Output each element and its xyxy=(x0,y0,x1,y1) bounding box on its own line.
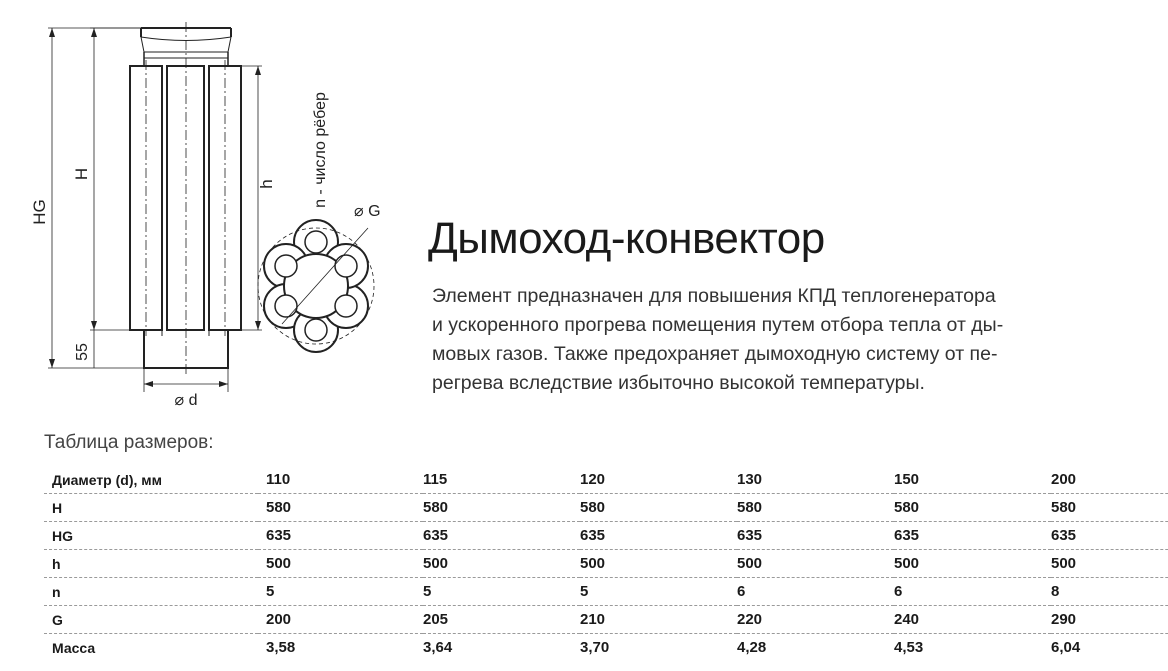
table-row xyxy=(44,494,1168,522)
table-cell: 6,04 xyxy=(1051,639,1081,656)
table-cell: 635 xyxy=(580,522,737,550)
table-row xyxy=(44,522,1168,550)
table-row xyxy=(44,578,1168,606)
table-cell: 8 xyxy=(1051,578,1168,606)
row-label: n xyxy=(44,578,258,606)
technical-drawing xyxy=(0,0,420,420)
row-label: Диаметр (d), мм xyxy=(44,466,258,494)
row-label: Масса xyxy=(52,639,96,656)
fin-centerlines xyxy=(146,22,225,376)
description-line: и ускоренного прогрева помещения путем отбора тепла от ды- xyxy=(432,314,1004,336)
description-line: регрева вследствие избыточно высокой температуры. xyxy=(432,372,925,394)
table-cell: 205 xyxy=(423,606,580,634)
product-title: Дымоход-конвектор xyxy=(428,214,825,263)
row-label: HG xyxy=(44,522,258,550)
table-cell: 3,70 xyxy=(580,639,610,656)
table-cell: 5 xyxy=(580,578,737,606)
table-cell: 635 xyxy=(1051,522,1168,550)
table-cell: 580 xyxy=(580,494,737,522)
description-line: мовых газов. Также предохраняет дымоходную систему от пе- xyxy=(432,343,998,365)
outer-diameter-label: ⌀ G xyxy=(354,203,381,220)
table-cell: 635 xyxy=(258,522,423,550)
table-cell: 150 xyxy=(894,466,1051,494)
description-line: Элемент предназначен для повышения КПД теплогенератора xyxy=(432,285,996,307)
table-cell: 3,64 xyxy=(423,639,453,656)
table-cell: 6 xyxy=(737,578,894,606)
size-table-body xyxy=(44,466,1168,661)
table-cell: 220 xyxy=(737,606,894,634)
product-description xyxy=(432,282,1152,398)
table-caption: Таблица размеров: xyxy=(44,432,214,453)
table-cell: 500 xyxy=(737,550,894,578)
h-fin-dimension-label: h xyxy=(257,179,276,189)
table-cell: 120 xyxy=(580,466,737,494)
table-cell: 115 xyxy=(423,466,580,494)
table-cell: 6 xyxy=(894,578,1051,606)
table-cell: 200 xyxy=(1051,466,1168,494)
diameter-label: ⌀ d xyxy=(174,392,198,409)
table-cell: 240 xyxy=(894,606,1051,634)
table-cell: 130 xyxy=(737,466,894,494)
table-cell: 500 xyxy=(1051,550,1168,578)
base-dimension-label: 55 xyxy=(74,343,91,361)
table-cell: 4,53 xyxy=(894,639,924,656)
table-cell: 635 xyxy=(894,522,1051,550)
row-label: H xyxy=(44,494,258,522)
fins-count-note: n - число рёбер xyxy=(312,92,329,208)
table-cell: 635 xyxy=(737,522,894,550)
size-table xyxy=(44,466,1168,661)
pipe-fins xyxy=(130,66,241,330)
table-cell: 500 xyxy=(423,550,580,578)
table-cell: 5 xyxy=(258,578,423,606)
table-row xyxy=(44,634,1168,662)
row-label: G xyxy=(44,606,258,634)
table-row xyxy=(44,466,1168,494)
table-cell: 635 xyxy=(423,522,580,550)
table-cell: 290 xyxy=(1051,606,1168,634)
table-cell: 500 xyxy=(580,550,737,578)
table-row xyxy=(44,606,1168,634)
table-cell: 110 xyxy=(258,466,423,494)
table-cell: 580 xyxy=(258,494,423,522)
row-label: h xyxy=(44,550,258,578)
hg-dimension-label: HG xyxy=(30,199,49,225)
table-cell: 210 xyxy=(580,606,737,634)
table-cell: 580 xyxy=(1051,494,1168,522)
table-cell: 500 xyxy=(258,550,423,578)
table-cell: 580 xyxy=(423,494,580,522)
h-total-dimension-label: H xyxy=(72,167,91,181)
table-cell: 3,58 xyxy=(266,639,296,656)
table-cell: 500 xyxy=(894,550,1051,578)
table-cell: 4,28 xyxy=(737,639,767,656)
dimension-lines xyxy=(48,28,262,392)
table-cell: 200 xyxy=(258,606,423,634)
table-cell: 5 xyxy=(423,578,580,606)
table-cell: 580 xyxy=(737,494,894,522)
dimension-arrows xyxy=(49,28,261,387)
table-cell: 580 xyxy=(894,494,1051,522)
table-row xyxy=(44,550,1168,578)
cross-section-view xyxy=(258,220,374,352)
